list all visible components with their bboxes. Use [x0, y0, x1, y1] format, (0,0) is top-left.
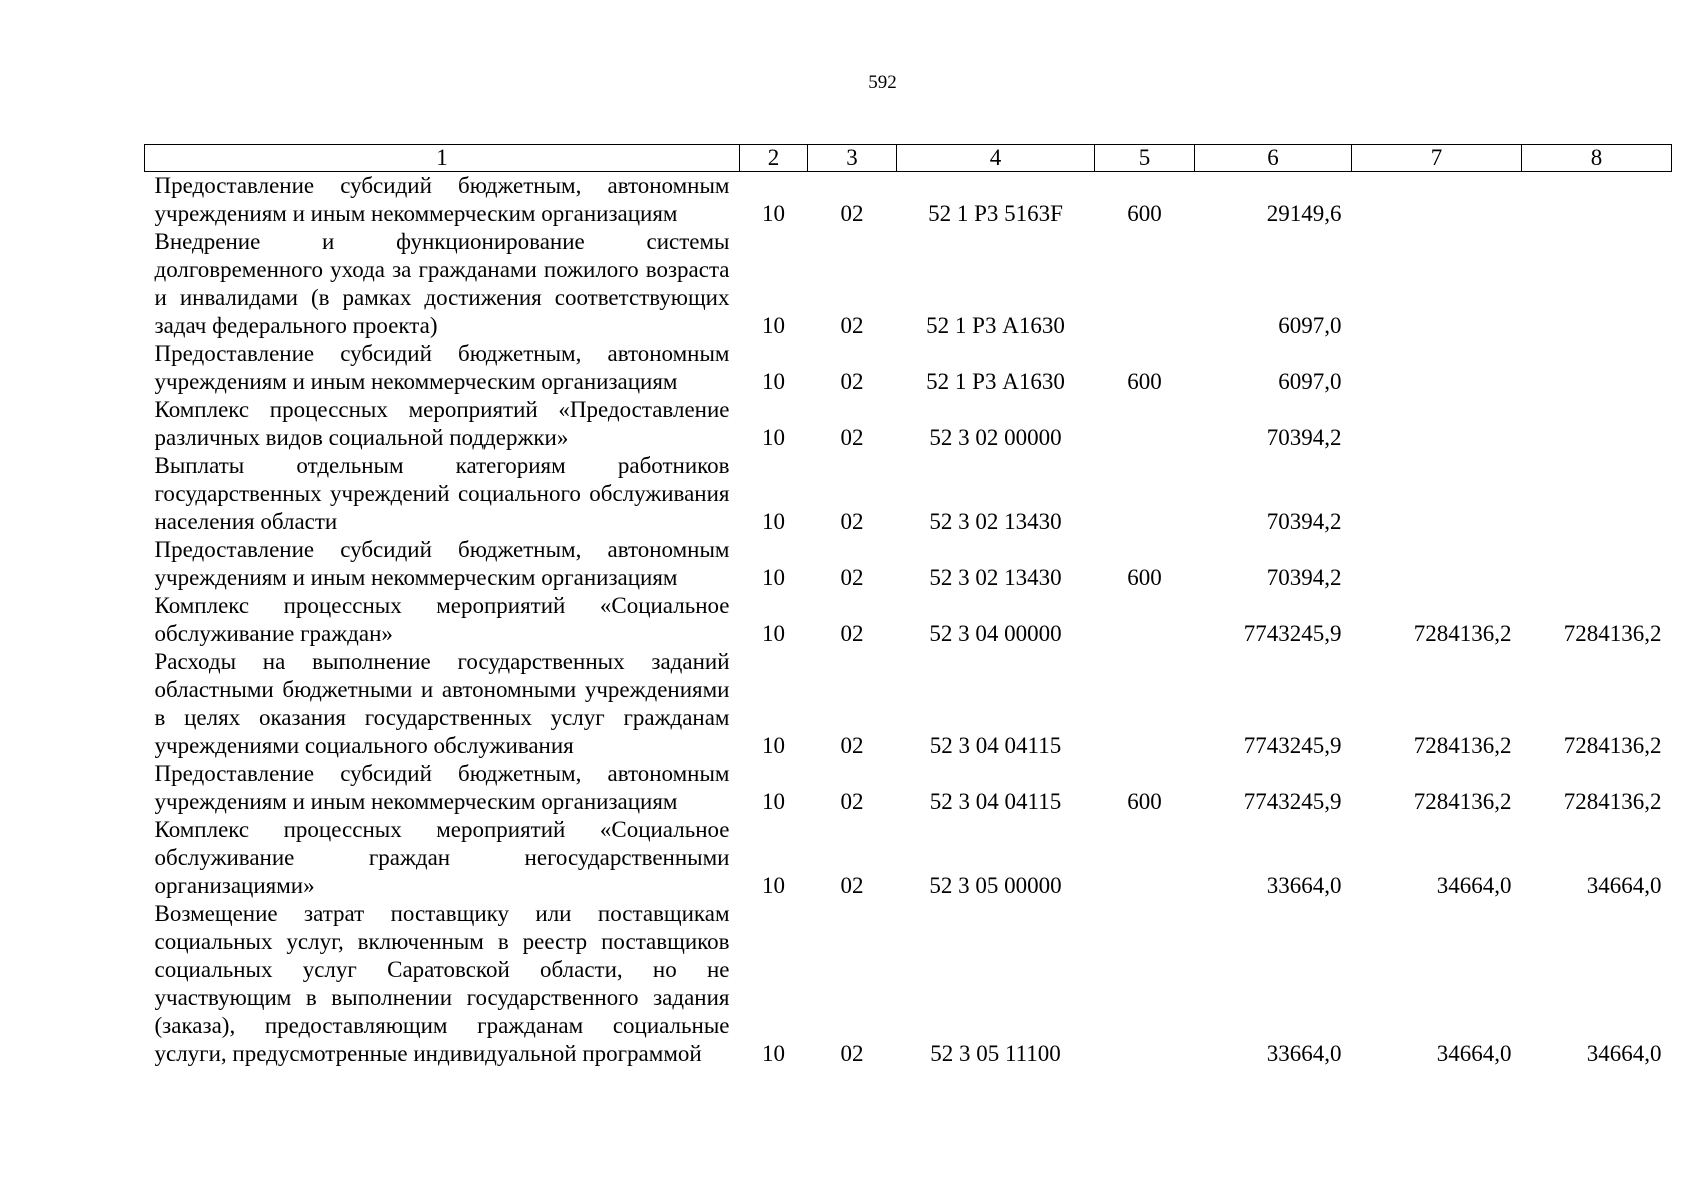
page-number: 592 — [868, 72, 897, 93]
cell-amount-8 — [1522, 536, 1672, 592]
cell-amount-6: 6097,0 — [1278, 369, 1342, 394]
cell-amount-8: 34664,0 — [1586, 873, 1662, 898]
cell-amount-8: 34664,0 — [1586, 1041, 1662, 1066]
cell-amount-6: 70394,2 — [1266, 565, 1342, 590]
cell-amount-7: 34664,0 — [1436, 1041, 1512, 1066]
row-name: Предоставление субсидий бюджетным, автономным учреждениям и иным некоммерческим организациям — [154, 761, 730, 814]
cell-section: 10 — [762, 789, 785, 814]
table-row — [145, 592, 1672, 648]
cell-section: 10 — [762, 621, 785, 646]
column-header-6: 6 — [1195, 145, 1352, 172]
cell-amount-8: 7284136,2 — [1563, 733, 1662, 758]
cell-amount-8 — [1522, 228, 1672, 340]
cell-section: 10 — [762, 509, 785, 534]
cell-subsection: 02 — [840, 733, 864, 758]
table-row — [145, 900, 1672, 1068]
cell-expense-type — [1095, 900, 1195, 1068]
cell-target-code: 52 3 05 00000 — [929, 873, 1062, 898]
row-name: Расходы на выполнение государственных заданий областными бюджетными и автономными учреждениями в целях оказания государственных услуг гражданам учреждениями социального обслуживания — [154, 649, 730, 758]
cell-expense-type — [1095, 648, 1195, 760]
cell-expense-type — [1095, 816, 1195, 900]
cell-amount-7: 7284136,2 — [1413, 733, 1512, 758]
table-row — [145, 172, 1672, 229]
cell-target-code: 52 3 04 04115 — [929, 733, 1062, 758]
cell-expense-type — [1095, 396, 1195, 452]
row-name: Комплекс процессных мероприятий «Социальное обслуживание граждан негосударственными организациями» — [154, 817, 730, 898]
cell-section: 10 — [762, 425, 785, 450]
column-header-4: 4 — [897, 145, 1095, 172]
row-name: Внедрение и функционирование системы долговременного ухода за гражданами пожилого возраста и инвалидами (в рамках достижения соответствующих задач федерального проекта) — [154, 229, 730, 338]
cell-subsection: 02 — [840, 201, 864, 226]
table-row — [145, 452, 1672, 536]
cell-target-code: 52 3 05 11100 — [930, 1041, 1061, 1066]
table-row — [145, 340, 1672, 396]
cell-amount-6: 7743245,9 — [1243, 789, 1342, 814]
budget-table — [144, 144, 1672, 1068]
cell-amount-6: 29149,6 — [1266, 201, 1342, 226]
cell-target-code: 52 3 02 13430 — [929, 509, 1062, 534]
cell-amount-8: 7284136,2 — [1563, 789, 1662, 814]
row-name: Предоставление субсидий бюджетным, автономным учреждениям и иным некоммерческим организациям — [154, 341, 730, 394]
cell-amount-8 — [1522, 340, 1672, 396]
column-header-3: 3 — [808, 145, 897, 172]
cell-target-code: 52 1 Р3 А1630 — [926, 369, 1065, 394]
cell-amount-8 — [1522, 396, 1672, 452]
cell-amount-6: 70394,2 — [1266, 509, 1342, 534]
cell-expense-type: 600 — [1127, 201, 1162, 226]
row-name: Возмещение затрат поставщику или поставщикам социальных услуг, включенным в реестр поставщиков социальных услуг Саратовской области, но не участвующим в выполнении государственного задания (заказа), предоставляющим гражданам социальные услуги, предусмотренные индивидуальной программой — [154, 901, 730, 1066]
cell-section: 10 — [762, 313, 785, 338]
cell-subsection: 02 — [840, 565, 864, 590]
cell-target-code: 52 3 04 00000 — [929, 621, 1062, 646]
cell-section: 10 — [762, 201, 785, 226]
cell-amount-6: 6097,0 — [1278, 313, 1342, 338]
table-body — [145, 172, 1672, 1069]
cell-expense-type: 600 — [1127, 565, 1162, 590]
table-header — [145, 145, 1672, 172]
row-name: Комплекс процессных мероприятий «Предоставление различных видов социальной поддержки» — [154, 397, 730, 450]
cell-subsection: 02 — [840, 369, 864, 394]
cell-amount-6: 33664,0 — [1266, 1041, 1342, 1066]
cell-target-code: 52 3 02 13430 — [929, 565, 1062, 590]
cell-section: 10 — [762, 1041, 785, 1066]
cell-amount-6: 33664,0 — [1266, 873, 1342, 898]
cell-amount-7 — [1352, 536, 1522, 592]
cell-expense-type — [1095, 452, 1195, 536]
cell-subsection: 02 — [840, 313, 864, 338]
cell-amount-7: 34664,0 — [1436, 873, 1512, 898]
cell-amount-7 — [1352, 452, 1522, 536]
cell-section: 10 — [762, 733, 785, 758]
table-row — [145, 228, 1672, 340]
cell-target-code: 52 3 04 04115 — [929, 789, 1062, 814]
cell-amount-7 — [1352, 340, 1522, 396]
row-name: Предоставление субсидий бюджетным, автономным учреждениям и иным некоммерческим организациям — [154, 173, 730, 226]
row-name: Комплекс процессных мероприятий «Социальное обслуживание граждан» — [154, 593, 730, 646]
table-row — [145, 816, 1672, 900]
cell-subsection: 02 — [840, 789, 864, 814]
column-header-5: 5 — [1095, 145, 1195, 172]
table-row — [145, 396, 1672, 452]
column-header-2: 2 — [740, 145, 808, 172]
cell-target-code: 52 1 Р3 А1630 — [926, 313, 1065, 338]
cell-amount-7 — [1352, 228, 1522, 340]
cell-amount-6: 7743245,9 — [1243, 621, 1342, 646]
cell-section: 10 — [762, 369, 785, 394]
cell-expense-type — [1095, 228, 1195, 340]
table-row — [145, 536, 1672, 592]
cell-subsection: 02 — [840, 621, 864, 646]
table-row — [145, 760, 1672, 816]
cell-subsection: 02 — [840, 1041, 864, 1066]
cell-amount-7: 7284136,2 — [1413, 789, 1512, 814]
column-header-1: 1 — [145, 145, 740, 172]
cell-amount-8: 7284136,2 — [1563, 621, 1662, 646]
cell-target-code: 52 1 Р3 5163F — [928, 201, 1063, 226]
cell-amount-6: 70394,2 — [1266, 425, 1342, 450]
column-header-7: 7 — [1352, 145, 1522, 172]
cell-amount-7 — [1352, 172, 1522, 229]
row-name: Предоставление субсидий бюджетным, автономным учреждениям и иным некоммерческим организациям — [154, 537, 730, 590]
cell-expense-type — [1095, 592, 1195, 648]
row-name: Выплаты отдельным категориям работников государственных учреждений социального обслуживания населения области — [154, 453, 730, 534]
cell-amount-8 — [1522, 452, 1672, 536]
cell-expense-type: 600 — [1127, 789, 1162, 814]
cell-amount-8 — [1522, 172, 1672, 229]
cell-target-code: 52 3 02 00000 — [929, 425, 1062, 450]
cell-expense-type: 600 — [1127, 369, 1162, 394]
cell-subsection: 02 — [840, 425, 864, 450]
cell-subsection: 02 — [840, 509, 864, 534]
cell-section: 10 — [762, 565, 785, 590]
cell-section: 10 — [762, 873, 785, 898]
table-row — [145, 648, 1672, 760]
cell-amount-7 — [1352, 396, 1522, 452]
cell-subsection: 02 — [840, 873, 864, 898]
cell-amount-6: 7743245,9 — [1243, 733, 1342, 758]
column-header-8: 8 — [1522, 145, 1672, 172]
cell-amount-7: 7284136,2 — [1413, 621, 1512, 646]
